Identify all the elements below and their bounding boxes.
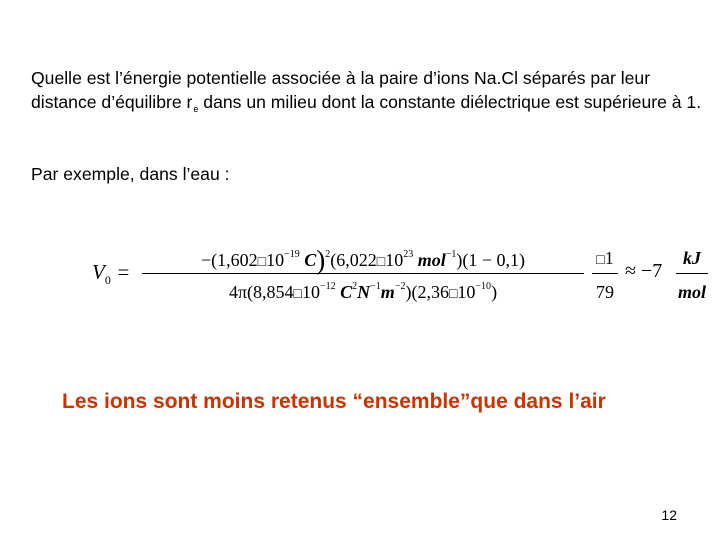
- question-part-1: Quelle est l’énergie potentielle associée à la paire d’ions Na.Cl séparés par leur distance d’équilibre r: [31, 68, 651, 112]
- missing-glyph: □: [596, 253, 605, 268]
- den-part: )(2,36: [405, 282, 449, 302]
- lhs-subscript: 0: [104, 273, 111, 288]
- unit-numerator: kJ: [683, 248, 701, 268]
- fraction-bar: [142, 273, 584, 274]
- unit-denominator: mol: [677, 282, 706, 302]
- dielectric-num-value: 1: [604, 248, 614, 268]
- den-exponent: −12: [320, 281, 336, 292]
- missing-glyph: □: [257, 255, 267, 270]
- fraction-bar: [592, 273, 618, 274]
- den-part: 10: [457, 282, 476, 302]
- missing-glyph: □: [376, 255, 386, 270]
- question-text: [31, 66, 703, 117]
- num-exponent: 2: [325, 249, 331, 260]
- num-unit: C: [299, 250, 317, 270]
- question-part-2: dans un milieu dont la constante diélectrique est supérieure à 1.: [198, 92, 702, 112]
- den-part: 10: [302, 282, 320, 302]
- den-exponent: 2: [352, 281, 358, 292]
- formula-denominator: [142, 282, 584, 303]
- lhs-symbol: V: [92, 260, 105, 284]
- den-unit: C: [335, 282, 353, 302]
- missing-glyph: □: [448, 287, 458, 302]
- equilibrium-subscript: e: [193, 104, 199, 114]
- den-unit: m: [380, 282, 395, 302]
- dielectric-denominator: 79: [596, 282, 614, 302]
- page-number: 12: [661, 507, 677, 523]
- equals-sign: =: [116, 260, 131, 284]
- missing-glyph: □: [293, 287, 302, 302]
- conclusion-text: Les ions sont moins retenus “ensemble”que dans l’air: [62, 390, 606, 413]
- example-text: Par exemple, dans l’eau :: [31, 164, 230, 184]
- den-part: 4π(8,854: [228, 282, 294, 302]
- dielectric-numerator: [589, 248, 621, 269]
- den-part: ): [491, 282, 498, 302]
- den-exponent: −10: [475, 281, 492, 292]
- num-part: 10: [385, 250, 404, 270]
- den-exponent: −1: [370, 281, 381, 292]
- num-part: 10: [266, 250, 285, 270]
- formula-numerator: [142, 242, 584, 273]
- den-exponent: −2: [394, 281, 406, 292]
- num-part: −(1,602: [200, 250, 258, 270]
- num-part: )(1 − 0,1): [456, 250, 526, 270]
- num-exponent: −1: [445, 249, 457, 260]
- formula-lhs: [92, 260, 130, 288]
- num-paren: ): [316, 245, 326, 275]
- num-exponent: 23: [403, 249, 414, 260]
- num-exponent: −19: [284, 249, 300, 260]
- num-part: (6,022: [330, 250, 377, 270]
- approx-result: ≈ −7: [625, 260, 663, 282]
- potential-energy-formula: [92, 238, 706, 310]
- fraction-bar: [676, 273, 708, 274]
- den-unit: N: [357, 282, 371, 302]
- num-unit: mol: [413, 250, 446, 270]
